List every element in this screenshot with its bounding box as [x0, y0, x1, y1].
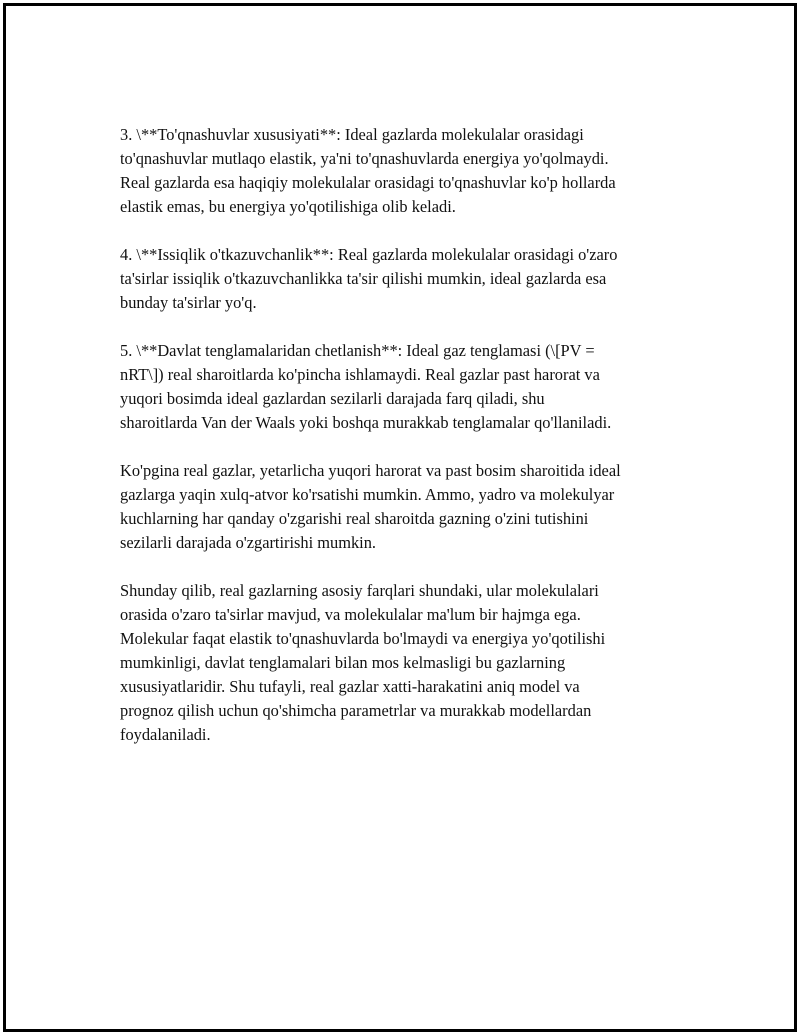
- text-line: 4. \**Issiqlik o'tkazuvchanlik**: Real gazlarda molekulalar orasidagi o'zaro: [120, 245, 618, 264]
- text-line: gazlarga yaqin xulq-atvor ko'rsatishi mumkin. Ammo, yadro va molekulyar: [120, 485, 615, 504]
- text-line: prognoz qilish uchun qo'shimcha parametrlar va murakkab modellardan: [120, 701, 592, 720]
- paragraph-equation-deviation: [120, 339, 700, 435]
- text-line: mumkinligi, davlat tenglamalari bilan mos kelmasligi bu gazlarning: [120, 653, 566, 672]
- text-line: 5. \**Davlat tenglamalaridan chetlanish**: Ideal gaz tenglamasi (\[PV =: [120, 341, 595, 360]
- text-line: elastik emas, bu energiya yo'qotilishiga olib keladi.: [120, 197, 456, 216]
- document-page: [3, 3, 797, 1032]
- text-line: orasida o'zaro ta'sirlar mavjud, va molekulalar ma'lum bir hajmga ega.: [120, 605, 581, 624]
- text-line: bunday ta'sirlar yo'q.: [120, 293, 257, 312]
- paragraph-real-gas-behavior: [120, 459, 700, 555]
- paragraph-conclusion: [120, 579, 700, 747]
- text-line: sharoitlarda Van der Waals yoki boshqa murakkab tenglamalar qo'llaniladi.: [120, 413, 612, 432]
- text-line: Ko'pgina real gazlar, yetarlicha yuqori harorat va past bosim sharoitida ideal: [120, 461, 621, 480]
- text-line: ta'sirlar issiqlik o'tkazuvchanlikka ta'sir qilishi mumkin, ideal gazlarda esa: [120, 269, 607, 288]
- text-line: nRT\]) real sharoitlarda ko'pincha ishlamaydi. Real gazlar past harorat va: [120, 365, 600, 384]
- text-line: foydalaniladi.: [120, 725, 211, 744]
- text-line: Molekular faqat elastik to'qnashuvlarda bo'lmaydi va energiya yo'qotilishi: [120, 629, 606, 648]
- text-line: kuchlarning har qanday o'zgarishi real sharoitda gazning o'zini tutishini: [120, 509, 589, 528]
- text-line: Real gazlarda esa haqiqiy molekulalar orasidagi to'qnashuvlar ko'p hollarda: [120, 173, 616, 192]
- text-line: 3. \**To'qnashuvlar xususiyati**: Ideal gazlarda molekulalar orasidagi: [120, 125, 584, 144]
- document-body: [120, 123, 700, 771]
- text-line: to'qnashuvlar mutlaqo elastik, ya'ni to'qnashuvlarda energiya yo'qolmaydi.: [120, 149, 609, 168]
- text-line: Shunday qilib, real gazlarning asosiy farqlari shundaki, ular molekulalari: [120, 581, 599, 600]
- paragraph-heat-conductivity: [120, 243, 700, 315]
- text-line: xususiyatlaridir. Shu tufayli, real gazlar xatti-harakatini aniq model va: [120, 677, 580, 696]
- paragraph-collision-properties: [120, 123, 700, 219]
- text-line: yuqori bosimda ideal gazlardan sezilarli darajada farq qiladi, shu: [120, 389, 545, 408]
- text-line: sezilarli darajada o'zgartirishi mumkin.: [120, 533, 377, 552]
